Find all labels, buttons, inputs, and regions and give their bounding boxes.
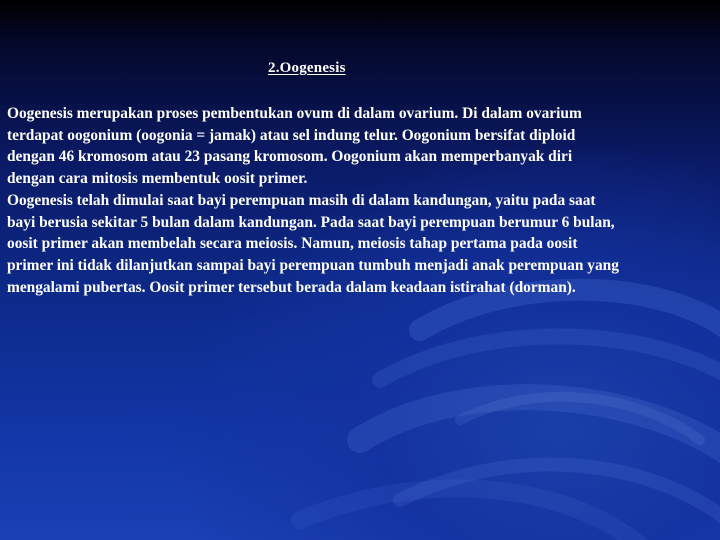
body-line: dengan 46 kromosom atau 23 pasang kromosom. Oogonium akan memperbanyak diri	[7, 148, 573, 166]
slide-body-text	[7, 103, 720, 298]
body-line: primer ini tidak dilanjutkan sampai bayi perempuan tumbuh menjadi anak perempuan yang	[7, 256, 619, 274]
body-line: mengalami pubertas. Oosit primer tersebut berada dalam keadaan istirahat (dorman).	[7, 278, 576, 296]
body-line: Oogenesis merupakan proses pembentukan ovum di dalam ovarium. Di dalam ovarium	[7, 105, 582, 122]
body-line: bayi berusia sekitar 5 bulan dalam kandungan. Pada saat bayi perempuan berumur 6 bulan,	[7, 213, 615, 231]
slide-title: 2.Oogenesis	[268, 60, 346, 76]
body-line: terdapat oogonium (oogonia = jamak) atau sel indung telur. Oogonium bersifat diploid	[7, 126, 576, 144]
body-line: dengan cara mitosis membentuk oosit primer.	[7, 170, 308, 188]
body-line: Oogenesis telah dimulai saat bayi perempuan masih di dalam kandungan, yaitu pada saat	[7, 191, 596, 209]
body-line: oosit primer akan membelah secara meiosis. Namun, meiosis tahap pertama pada oosit	[7, 235, 578, 253]
